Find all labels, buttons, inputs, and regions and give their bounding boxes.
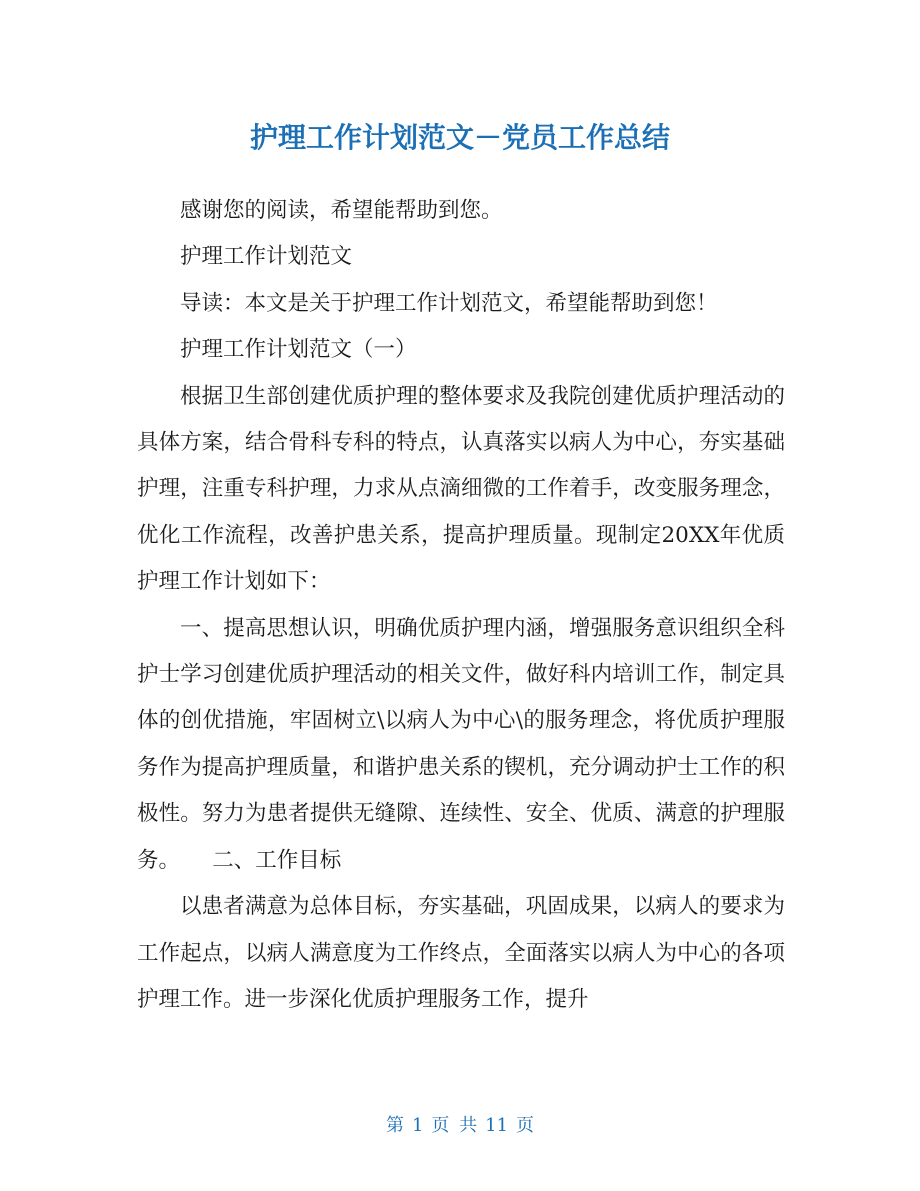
paragraph-awareness: 一、提高思想认识，明确优质护理内涵，增强服务意识组织全科护士学习创建优质护理活动的相关文件，做好科内培训工作，制定具体的创优措施，牢固树立\以病人为中心\的服务理念，将优质护理服务作为提高护理质量，和谐护患关系的锲机，充分调动护士工作的积极性。努力为患者提供无缝隙、连续性、安全、优质、满意的护理服务。 二、工作目标 [137, 615, 785, 873]
footer-mid: 页 共 [431, 1115, 478, 1136]
paragraph-heading: 护理工作计划范文 [180, 244, 353, 270]
paragraph-intro: 导读：本文是关于护理工作计划范文，希望能帮助到您！ [180, 290, 718, 316]
paragraph-plan-overview: 根据卫生部创建优质护理的整体要求及我院创建优质护理活动的具体方案，结合骨科专科的特点，认真落实以病人为中心，夯实基础护理，注重专科护理，力求从点滴细微的工作着手，改变服务理念，优化工作流程，改善护患关系，提高护理质量。现制定20XX年优质护理工作计划如下： [137, 383, 785, 595]
paragraph-thanks: 感谢您的阅读，希望能帮助到您。 [180, 198, 503, 223]
document-title: 护理工作计划范文－党员工作总结 [249, 121, 670, 154]
footer-current-page: 1 [411, 1115, 424, 1136]
footer-prefix: 第 [385, 1115, 404, 1136]
paragraph-section-one: 护理工作计划范文（一） [180, 337, 417, 363]
paragraph-goals: 以患者满意为总体目标，夯实基础，巩固成果，以病人的要求为工作起点，以病人满意度为工作终点，全面落实以病人为中心的各项护理工作。进一步深化优质护理服务工作，提升 [137, 894, 785, 1012]
page-footer [0, 1112, 920, 1140]
footer-suffix: 页 [516, 1115, 535, 1136]
document-body [137, 188, 785, 1023]
footer-total-pages: 11 [485, 1115, 509, 1136]
